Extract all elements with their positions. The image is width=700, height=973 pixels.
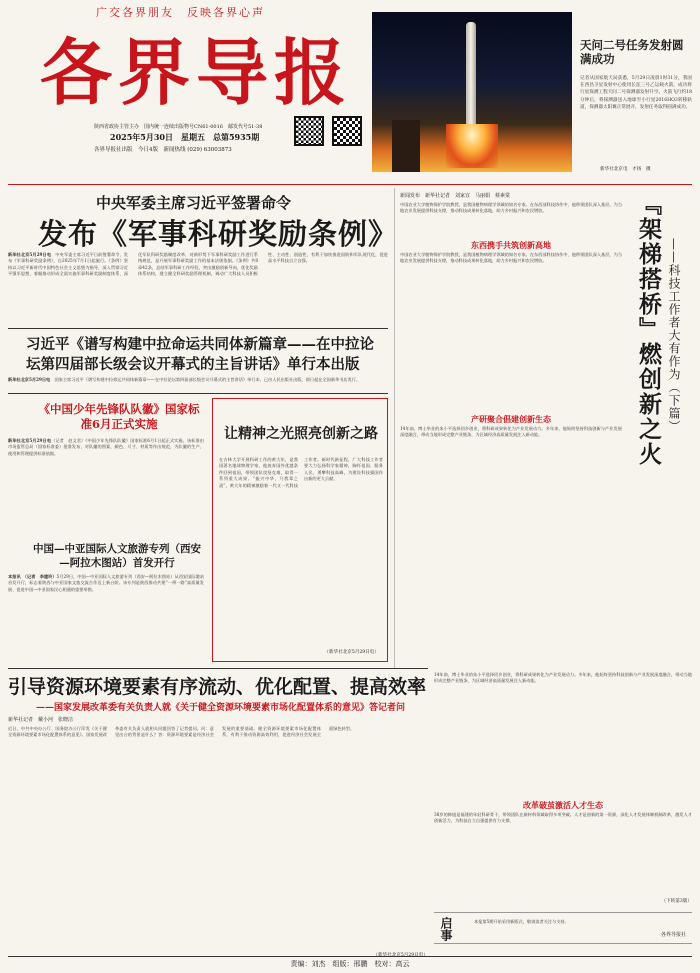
article-military-research (8, 188, 399, 320)
article-credit: （新华社北京5月29日电） (373, 953, 428, 958)
promo-headline: 天问二号任务发射圆满成功 (580, 38, 684, 66)
subhead: 产研聚合倡建创新生态 (471, 414, 551, 424)
side-feature-subtitle: ——科技工作者大有作为（下篇） (667, 238, 681, 433)
byline: 新华社记者 戴小河 张晓洁 (8, 717, 74, 723)
divider (8, 668, 428, 669)
dateline: 新华社北京5月29日电 (8, 377, 51, 382)
article-body: 在吉林大学开展科研工作的黄大年，是我国著名地球物理学家，他放弃国外优越条件回到祖国，带领团队攻坚克难，取得一系列重大成果。“振兴中华，乃我辈之责”，黄大年的精神激励着一代又一代科技工作者。新时代新征程，广大科技工作者要大力弘扬科学家精神，胸怀祖国、服务人民，勇攀科技高峰，为建设科技强国作出新的更大贡献。 (219, 457, 383, 488)
dateline: 新华社北京5月29日电 (8, 438, 52, 443)
article-text: 中央军委主席习近平日前签署命令，发布《军事科研奖励条例》，自2025年7月1日起施行。《条例》坚持以习近平新时代中国特色社会主义思想为指导，深入贯彻习近平强军思想，着眼推动形成全面实施军事科研奖励制度体系，深化军队科研奖励制度改革，对新形势下军事科研奖励工作进行系统规范，是开展军事科研奖励工作的基本法规依据。《条例》共8章42条，总结军事科研工作经验，突出激励创新导向，优化奖励体系结构，建立健全科研奖励管理机制，调动广大科技人员积极性、主动性、创造性，有利于加快推进国防和军队现代化，促进高水平科技自立自强。 (8, 252, 388, 277)
qr-code (332, 116, 362, 146)
article-body: 近日，中共中央办公厅、国务院办公厅印发《关于健全资源环境要素市场化配置体系的意见》。国家发展改革委有关负责人就相关问题回答了记者提问。问：意见出台的背景是什么？答：资源环境要素是经济社会发展的重要基础。健全资源环境要素市场化配置体系，有利于推动资源高效利用，促进经济社会发展全面绿色转型。 (8, 726, 355, 738)
promo-credit: 新华社北京电 才扬 摄 (600, 167, 651, 172)
article-kicker: 中央军委主席习近平签署命令 (96, 194, 292, 212)
side-feature-headline: 『架梯搭桥』燃创新之火 (635, 192, 662, 467)
article-headline: 引导资源环境要素有序流动、优化配置、提高效率 (8, 676, 427, 698)
article-headline: 中国—中亚国际人文旅游专列（西安—阿拉木图站）首发开行 (33, 543, 201, 569)
article-subhead: ——国家发展改革委有关负责人就《关于健全资源环境要素市场化配置体系的意见》答记者问 (36, 703, 406, 713)
article-text: 国家主席习近平《谱写构建中拉命运共同体新篇章——在中拉论坛第四届部长级会议开幕式的主旨讲话》单行本，已由人民出版社出版，即日起在全国新华书店发行。 (54, 377, 361, 382)
article-publication (8, 332, 388, 388)
article-body: 中国农业大学植物保护学院教授，是我国植物病理学领域的知名专家。在东西部科技协作中，他带领团队深入基层，为当地农业发展提供科技支撑，推动科技成果转化落地，助力乡村振兴和农民增收。 (400, 202, 622, 214)
article-headline: 让精神之光照亮创新之路 (224, 426, 378, 442)
notice-source: 各界导报社 (660, 932, 686, 938)
rocket-flame (446, 124, 498, 168)
article-credit: （新华社北京5月29日电） (324, 650, 379, 655)
footer-editors: 责编：刘杰 组版：邢鹏 校对：高云 (290, 960, 410, 968)
divider (8, 328, 388, 329)
notice-label: 启事 (439, 917, 453, 941)
article-body: 38岁的韩旭是福建的年轻科研骨干，带领团队在新材料领域取得多项突破。人才是创新的第一资源，深化人才发展体制机制改革，激发人才创新活力，为科技自立自强提供有力支撑。 (434, 812, 692, 824)
article-body: 14年前，博士毕业的朱小平选择回乡创业，将科研成果转化为产业发展动力。多年来，他始终坚持科技创新与产业发展深度融合，带动当地形成完整产业链条，为区域经济高质量发展注入新动能。 (400, 426, 622, 438)
article-headline: 发布《军事科研奖励条例》 (38, 217, 399, 251)
masthead (0, 0, 700, 188)
byline: 本报讯 （记者 李建玲） (8, 574, 57, 579)
masthead-title: 各界导报 (40, 30, 353, 115)
article-body (8, 252, 388, 316)
article-tourist-train (8, 540, 208, 662)
article-pioneers-standard (8, 398, 208, 538)
article-text: （记者 赵文君）《中国少年先锋队队徽》国家标准6月1日起正式实施。该标准由市场监管总局（国家标准委）批准发布，对队徽的图案、颜色、尺寸、材质等作出规范，为队徽的生产、使用和管理提供标准依据。 (8, 438, 204, 456)
masthead-divider (8, 184, 692, 185)
masthead-sponsor: 陕西省政协主管主办 国内统一连续出版物号CN61-0016 邮发代号51-38 (94, 124, 263, 130)
article-headline: 《中国少年先锋队队徽》国家标准6月正式实施 (38, 402, 200, 431)
subhead: 改革破茧激活人才生态 (523, 800, 603, 810)
divider (8, 393, 388, 394)
masthead-pages: 各界导报社出版 今日4版 新闻热线 (029) 63003873 (94, 147, 232, 153)
article-commentary (212, 398, 388, 662)
footer-divider (8, 956, 692, 957)
side-feature (628, 192, 692, 632)
rocket-launch-photo (372, 12, 572, 172)
article-resource-market (8, 672, 428, 960)
article-body (8, 377, 388, 389)
promo-caption: 记者从国家航天局获悉，5月29日凌晨1时31分，我国在西昌卫星发射中心使用长征三号乙运载火箭，成功将行星探测工程天问二号探测器发射升空。火箭飞行约18分钟后，将探测器送入地球至小行星2016HO3转移轨道，探测器太阳翼正常展开，发射任务取得圆满成功。 (580, 76, 692, 110)
kicker: 新闻发布 (400, 193, 421, 199)
notice-box (434, 912, 692, 944)
article-continue: （下转第3版） (661, 899, 692, 904)
column-divider (394, 188, 395, 668)
subhead: 东西携手共筑创新高地 (471, 240, 551, 250)
masthead-date: 2025年5月30日 星期五 总第5935期 (110, 132, 260, 142)
article-tech-workers (400, 188, 622, 668)
rocket-body (466, 22, 476, 132)
article-body: 14年前，博士毕业的朱小平选择回乡创业，将科研成果转化为产业发展动力。多年来，他始终坚持科技创新与产业发展深度融合，带动当地形成完整产业链条，为区域经济高质量发展注入新动能。 (434, 672, 692, 684)
article-headline: 习近平《谱写构建中拉命运共同体新篇章——在中拉论坛第四届部长级会议开幕式的主旨讲话》单行本出版 (26, 336, 374, 373)
dateline: 新华社北京5月29日电 (8, 252, 52, 257)
launch-tower (392, 120, 420, 172)
masthead-slogan: 广交各界朋友 反映各界心声 (96, 6, 265, 19)
notice-text: 本报第5期开始采用新版式，敬请读者关注与支持。 (474, 919, 569, 924)
article-body (8, 438, 204, 536)
article-tech-workers-continued (434, 672, 692, 908)
article-body: 中国农业大学植物保护学院教授，是我国植物病理学领域的知名专家。在东西部科技协作中，他带领团队深入基层，为当地农业发展提供科技支撑，推动科技成果转化落地，助力乡村振兴和农民增收。 (400, 252, 622, 264)
article-text: 5月29日，中国—中亚国际人文旅游专列（西安—阿拉木图站）从西安国际港站首发开行，标志着陕西与中亚国家文旅交流合作迈上新台阶。该专列是陕西推动共建“一带一路”高质量发展、促进中国—中亚国家民心相通的重要举措。 (8, 574, 204, 592)
article-body (8, 574, 204, 660)
qr-code (294, 116, 324, 146)
byline (400, 192, 510, 199)
byline-text: 新华社记者 刘家宜 马丽娟 蔡素棠 (425, 193, 511, 199)
